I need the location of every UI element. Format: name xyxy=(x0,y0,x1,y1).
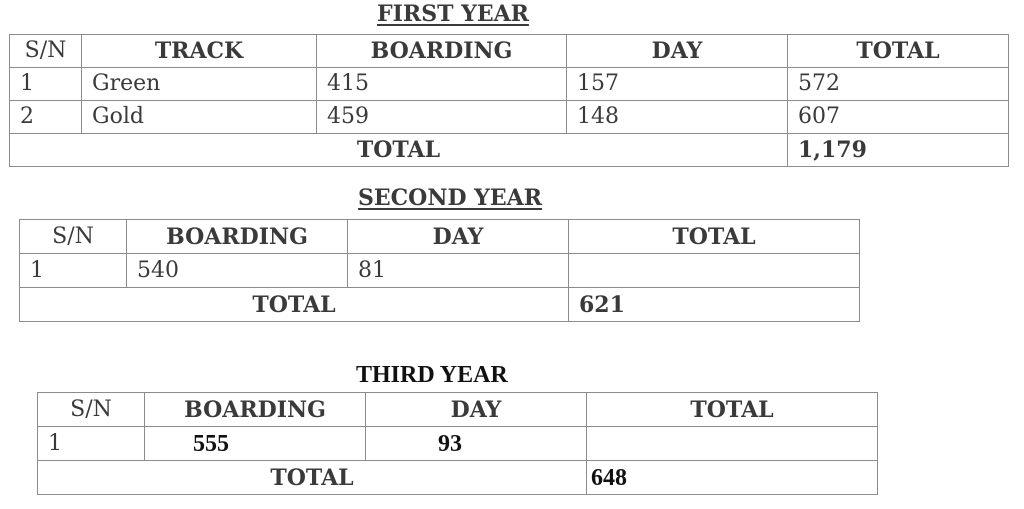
cell-boarding: 555 xyxy=(145,427,366,461)
header-boarding: BOARDING xyxy=(127,220,348,254)
table-header-row xyxy=(10,35,1009,68)
table-header-row xyxy=(38,393,878,427)
table-row xyxy=(10,68,1009,101)
header-day: DAY xyxy=(348,220,569,254)
cell-day: 157 xyxy=(567,68,788,101)
header-total: TOTAL xyxy=(569,220,860,254)
cell-day: 148 xyxy=(567,101,788,134)
table-row xyxy=(38,427,878,461)
header-day: DAY xyxy=(366,393,587,427)
table-row xyxy=(20,254,860,288)
total-row xyxy=(20,288,860,322)
header-day: DAY xyxy=(567,35,788,68)
second-year-table xyxy=(19,219,860,322)
header-total: TOTAL xyxy=(788,35,1009,68)
total-row xyxy=(10,134,1009,167)
table-row xyxy=(10,101,1009,134)
total-label: TOTAL xyxy=(38,461,587,495)
header-track: TRACK xyxy=(82,35,317,68)
cell-boarding: 459 xyxy=(317,101,567,134)
total-row xyxy=(38,461,878,495)
total-value: 1,179 xyxy=(788,134,1009,167)
header-sn: S/N xyxy=(10,35,82,68)
total-label: TOTAL xyxy=(10,134,788,167)
cell-total xyxy=(569,254,860,288)
total-label: TOTAL xyxy=(20,288,569,322)
header-sn: S/N xyxy=(38,393,145,427)
cell-boarding: 415 xyxy=(317,68,567,101)
header-total: TOTAL xyxy=(587,393,878,427)
third-year-title: THIRD YEAR xyxy=(356,362,508,388)
header-boarding: BOARDING xyxy=(145,393,366,427)
cell-sn: 2 xyxy=(10,101,82,134)
header-boarding: BOARDING xyxy=(317,35,567,68)
cell-total xyxy=(587,427,878,461)
cell-track: Gold xyxy=(82,101,317,134)
cell-day: 93 xyxy=(366,427,587,461)
header-sn: S/N xyxy=(20,220,127,254)
table-header-row xyxy=(20,220,860,254)
second-year-title: SECOND YEAR xyxy=(358,185,543,211)
total-value: 621 xyxy=(569,288,860,322)
cell-day: 81 xyxy=(348,254,569,288)
cell-total: 607 xyxy=(788,101,1009,134)
first-year-table xyxy=(9,34,1009,167)
cell-track: Green xyxy=(82,68,317,101)
cell-sn: 1 xyxy=(20,254,127,288)
third-year-table xyxy=(37,392,878,495)
cell-total: 572 xyxy=(788,68,1009,101)
cell-sn: 1 xyxy=(38,427,145,461)
total-value: 648 xyxy=(587,461,878,495)
cell-sn: 1 xyxy=(10,68,82,101)
first-year-title: FIRST YEAR xyxy=(377,1,529,27)
cell-boarding: 540 xyxy=(127,254,348,288)
